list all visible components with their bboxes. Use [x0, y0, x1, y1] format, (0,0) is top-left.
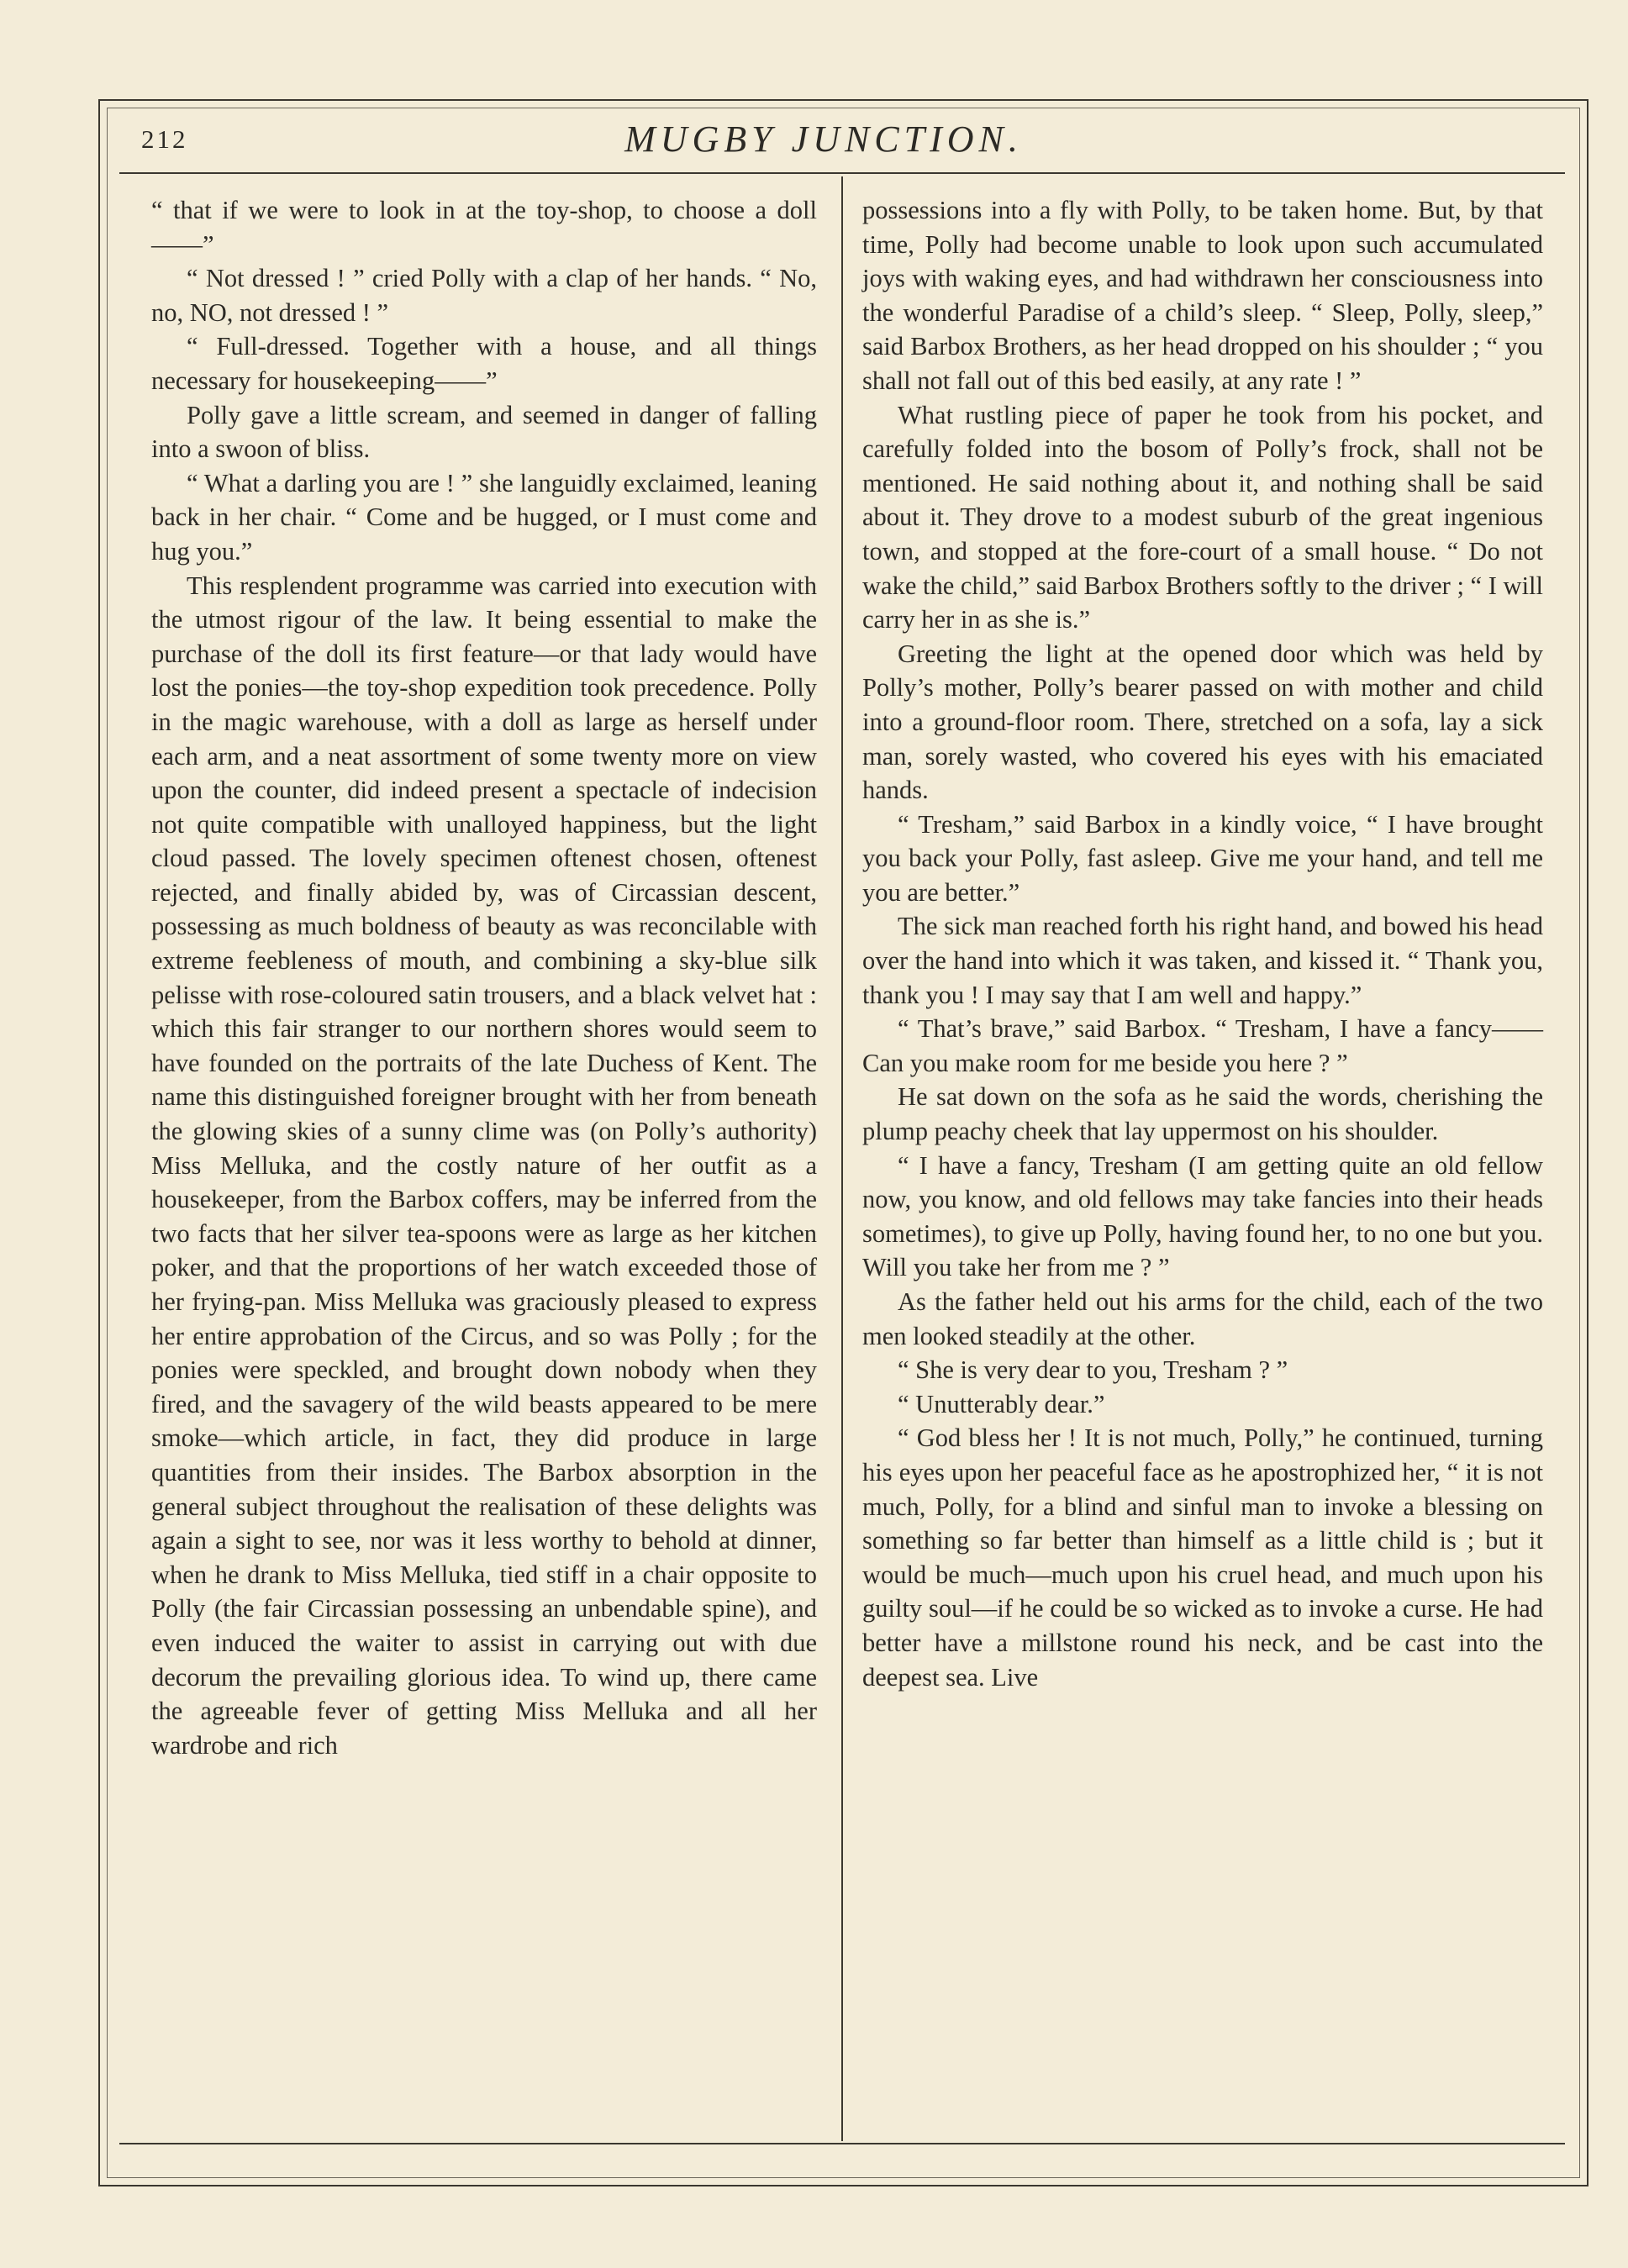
paragraph: He sat down on the sofa as he said the words, cherishing the plump peachy cheek that lay uppermost on his shoulder.: [862, 1082, 1543, 1146]
paragraph: As the father held out his arms for the child, each of the two men looked steadily at the other.: [862, 1287, 1543, 1350]
paragraph: “ Not dressed ! ” cried Polly with a clap of her hands. “ No, no, NO, not dressed ! ”: [151, 264, 817, 327]
column-divider: [841, 176, 843, 2141]
paragraph: What rustling piece of paper he took from his pocket, and carefully folded into the bosom of Polly’s frock, shall not be mentioned. He said nothing about it, and nothing shall be said about it. They drove to a modest suburb of the great ingenious town, and stopped at the fore-court of a small house. “ Do not wake the child,” said Barbox Brothers softly to the driver ; “ I will carry her in as she is.”: [862, 400, 1543, 634]
page-number: 212: [141, 124, 188, 154]
right-column: [862, 193, 1543, 1694]
paragraph: “ That’s brave,” said Barbox. “ Tresham, I have a fancy—— Can you make room for me beside you here ? ”: [862, 1014, 1543, 1077]
paragraph: “ that if we were to look in at the toy-shop, to choose a doll——”: [151, 196, 817, 259]
paragraph: “ Unutterably dear.”: [898, 1389, 1105, 1418]
paragraph: “ I have a fancy, Tresham (I am getting quite an old fellow now, you know, and old fellows may take fancies into their heads sometimes), to give up Polly, having found her, to no one but you. Will you take her from me ? ”: [862, 1150, 1543, 1282]
paragraph: “ What a darling you are ! ” she languidly exclaimed, leaning back in her chair. “ Come and be hugged, or I must come and hug you.”: [151, 468, 817, 566]
paragraph: Polly gave a little scream, and seemed in danger of falling into a swoon of bliss.: [151, 400, 817, 464]
paragraph: possessions into a fly with Polly, to be taken home. But, by that time, Polly had become unable to look upon such accumulated joys with waking eyes, and had withdrawn her consciousness into the wonderful Paradise of a child’s sleep. “ Sleep, Polly, sleep,” said Barbox Brothers, as her head dropped on his shoulder ; “ you shall not fall out of this bed easily, at any rate ! ”: [862, 196, 1543, 395]
paragraph: “ Tresham,” said Barbox in a kindly voice, “ I have brought you back your Polly, fast asleep. Give me your hand, and tell me you are better.”: [862, 809, 1543, 907]
paragraph: This resplendent programme was carried into execution with the utmost rigour of the law. It being essential to make the purchase of the doll its first feature—or that lady would have lost the ponies—the toy-shop expedition took precedence. Polly in the magic warehouse, with a doll as large as herself under each arm, and a neat assortment of some twenty more on view upon the counter, did indeed present a spectacle of indecision not quite compatible with unalloyed happiness, but the light cloud passed. The lovely specimen oftenest chosen, oftenest rejected, and finally abided by, was of Circassian descent, possessing as much boldness of beauty as was reconcilable with extreme feebleness of mouth, and combining a sky-blue silk pelisse with rose-coloured satin trousers, and a black velvet hat : which this fair stranger to our northern shores would seem to have founded on the portraits of the late Duchess of Kent. The name this distinguished foreigner brought with her from beneath the glowing skies of a sunny clime was (on Polly’s authority) Miss Melluka, and the costly nature of her outfit as a housekeeper, from the Barbox coffers, may be inferred from the two facts that her silver tea-spoons were as large as her kitchen poker, and that the proportions of her watch exceeded those of her frying-pan. Miss Melluka was graciously pleased to express her entire approbation of the Circus, and so was Polly ; for the ponies were speckled, and brought down nobody when they fired, and the savagery of the wild beasts appeared to be mere smoke—which article, in fact, they did produce in large quantities from their insides. The Barbox absorption in the general subject throughout the realisation of these delights was again a sight to see, nor was it less worthy to behold at dinner, when he drank to Miss Melluka, tied stiff in a chair opposite to Polly (the fair Circassian possessing an unbendable spine), and even induced the waiter to assist in carrying out with due decorum the prevailing glorious idea. To wind up, there came the agreeable fever of getting Miss Melluka and all her wardrobe and rich: [151, 571, 817, 1760]
left-column: [151, 193, 817, 1762]
paragraph: “ Full-dressed. Together with a house, and all things necessary for housekeeping——”: [151, 332, 817, 395]
running-title: MUGBY JUNCTION.: [624, 118, 1023, 160]
footer-rule: [119, 2143, 1565, 2144]
paragraph: Greeting the light at the opened door which was held by Polly’s mother, Polly’s bearer passed on with mother and child into a ground-floor room. There, stretched on a sofa, lay a sick man, sorely wasted, who covered his eyes with his emaciated hands.: [862, 639, 1543, 805]
header-rule: [119, 172, 1565, 174]
paragraph: “ God bless her ! It is not much, Polly,” he continued, turning his eyes upon her peaceful face as he apostrophized her, “ it is not much, Polly, for a blind and sinful man to invoke a blessing on something so far better than himself as a little child is ; but it would be much—much upon his cruel head, and much upon his guilty soul—if he could be so wicked as to invoke a curse. He had better have a millstone round his neck, and be cast into the deepest sea. Live: [862, 1423, 1543, 1692]
paragraph: “ She is very dear to you, Tresham ? ”: [898, 1355, 1288, 1385]
paragraph: The sick man reached forth his right hand, and bowed his head over the hand into which it was taken, and kissed it. “ Thank you, thank you ! I may say that I am well and happy.”: [862, 912, 1543, 1009]
